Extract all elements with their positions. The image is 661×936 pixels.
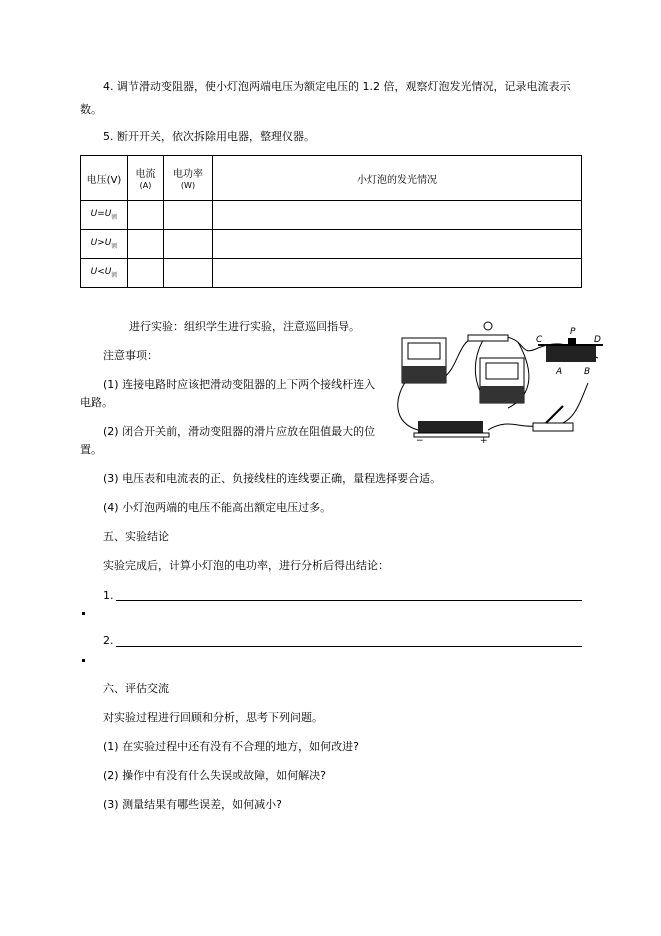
- section-6-intro: 对实验过程进行回顾和分析，思考下列问题。: [103, 711, 323, 724]
- header-voltage: 电压(V): [81, 156, 128, 201]
- svg-text:−: −: [416, 436, 424, 443]
- question-3: (3) 测量结果有哪些误差，如何减小?: [103, 798, 282, 811]
- note-2: (2) 闭合开关前，滑动变阻器的滑片应放在阻值最大的位: [103, 425, 376, 438]
- note-2-cont: 置。: [80, 443, 102, 456]
- data-table: [80, 155, 582, 288]
- bulb-icon: [468, 322, 508, 341]
- ammeter-icon: [402, 338, 446, 383]
- question-1: (1) 在实验过程中还有没有不合理的地方，如何改进?: [103, 740, 359, 753]
- step-5: 5. 断开开关，依次拆除用电器，整理仪器。: [103, 130, 315, 143]
- section-5-title: 五、实验结论: [103, 530, 169, 543]
- circuit-diagram: [388, 318, 608, 443]
- conclusion-1-label: 1.: [103, 589, 114, 602]
- section-6-title: 六、评估交流: [103, 682, 169, 695]
- svg-text:+: +: [480, 436, 488, 443]
- table-row: $U=U_额$: [81, 201, 582, 230]
- conclusion-2-blank[interactable]: [116, 646, 582, 647]
- note-1-cont: 电路。: [80, 396, 113, 409]
- voltmeter-icon: [480, 358, 524, 403]
- header-current: 电流 (A): [128, 156, 164, 201]
- conclusion-2-label: 2.: [103, 634, 114, 647]
- note-3: (3) 电压表和电流表的正、负接线柱的连线要正确，量程选择要合适。: [103, 472, 442, 485]
- section-5-intro: 实验完成后，计算小灯泡的电功率，进行分析后得出结论：: [103, 559, 389, 572]
- note-1: (1) 连接电路时应该把滑动变阻器的上下两个接线杆连入: [103, 378, 376, 391]
- svg-text:A: A: [556, 367, 563, 377]
- bullet: [82, 612, 85, 615]
- notes-title: 注意事项：: [103, 349, 158, 362]
- table-row: $U>U_额$: [81, 230, 582, 259]
- battery-icon: [414, 421, 489, 437]
- table-row: $U<U_额$: [81, 259, 582, 288]
- svg-text:C: C: [536, 335, 543, 345]
- question-2: (2) 操作中有没有什么失误或故障，如何解决?: [103, 769, 326, 782]
- step-4-cont: 数。: [80, 103, 102, 116]
- bullet: [82, 659, 85, 662]
- experiment-text: 进行实验：组织学生进行实验，注意巡回指导。: [129, 320, 360, 333]
- step-4: 4. 调节滑动变阻器，使小灯泡两端电压为额定电压的 1.2 倍，观察灯泡发光情况，记录电流表示: [103, 80, 571, 93]
- switch-icon: [533, 406, 573, 431]
- header-brightness: 小灯泡的发光情况: [213, 156, 582, 201]
- svg-text:P: P: [570, 327, 576, 337]
- header-power: 电功率 (W): [164, 156, 213, 201]
- svg-text:D: D: [594, 335, 601, 345]
- conclusion-1-blank[interactable]: [116, 600, 582, 601]
- svg-text:B: B: [584, 367, 591, 377]
- note-4: (4) 小灯泡两端的电压不能高出额定电压过多。: [103, 501, 332, 514]
